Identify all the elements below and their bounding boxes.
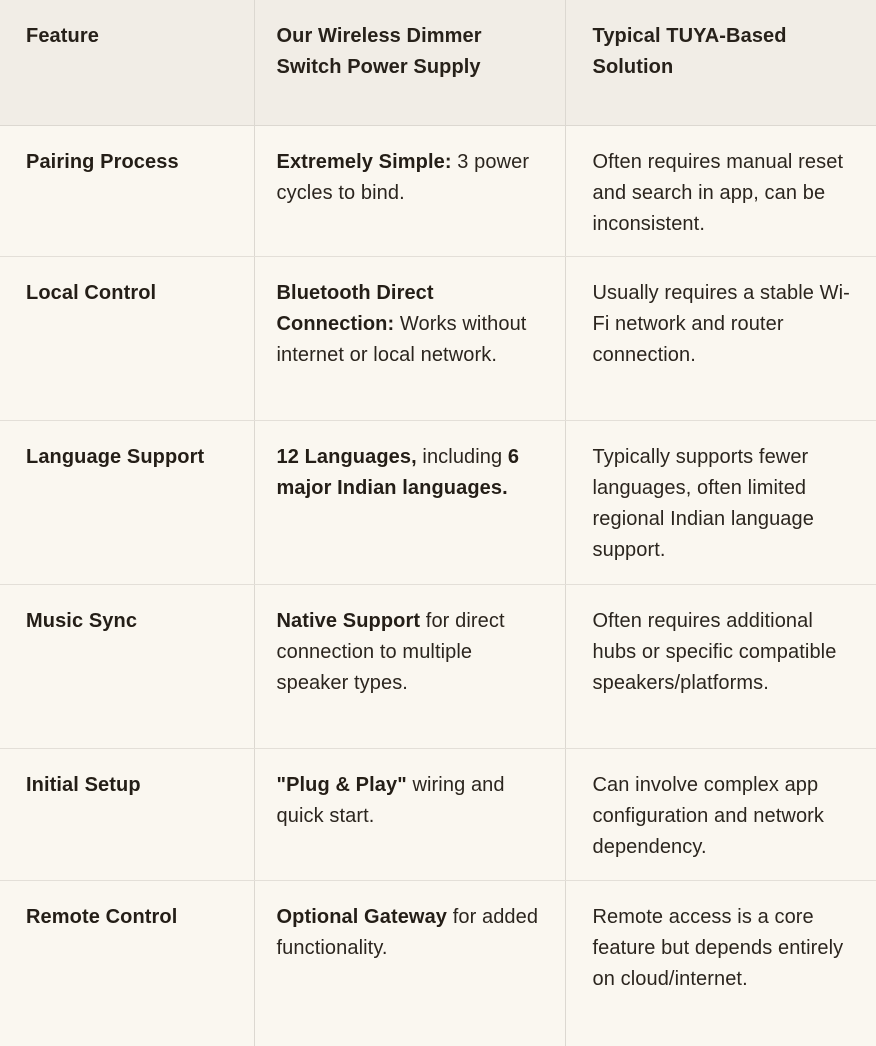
our-solution-text-segment: Bluetooth Direct Connection: [276, 282, 434, 335]
feature-cell [0, 585, 254, 749]
tuya-solution-cell: Can involve complex app configuration and network dependency. [565, 749, 876, 881]
our-solution-text-segment: 6 major Indian languages. [276, 446, 520, 499]
column-header-tuya-solution: Typical TUYA-Based Solution [565, 0, 876, 126]
feature-cell [0, 126, 254, 257]
our-solution-text-segment: Extremely Simple: [276, 151, 452, 173]
table-row [0, 421, 876, 585]
table-body [0, 126, 876, 1046]
tuya-solution-cell: Remote access is a core feature but depends entirely on cloud/​internet. [592, 906, 844, 990]
feature-label: Pairing Process [26, 151, 179, 173]
our-solution-text-segment: for direct connection to multiple speaker types. [276, 610, 505, 694]
our-solution-text-segment: 3 power cycles to bind. [276, 151, 530, 204]
our-solution-cell [254, 585, 565, 749]
feature-label: Initial Setup [26, 774, 141, 796]
our-solution-text-segment: Optional Gateway [276, 906, 448, 928]
our-solution-cell [254, 126, 565, 257]
table-row [0, 126, 876, 257]
table-row [0, 585, 876, 749]
our-solution-text-segment: for added functionality. [276, 906, 539, 959]
our-solution-text-segment: including [416, 446, 508, 468]
our-solution-text-segment: "Plug & Play" [276, 774, 407, 796]
feature-label: Remote Control [26, 906, 178, 928]
our-solution-text-segment: Works without internet or local network. [276, 313, 527, 366]
tuya-solution-cell: Often requires additional hubs or specific compatible speakers/​platforms. [565, 585, 876, 749]
feature-cell [0, 749, 254, 881]
table-row [0, 749, 876, 881]
tuya-solution-cell: Often requires manual reset and search in app, can be inconsistent. [565, 126, 876, 257]
feature-label: Local Control [26, 282, 157, 304]
header-row [0, 0, 876, 126]
tuya-solution-cell: Typically supports fewer languages, often limited regional Indian language support. [565, 421, 876, 585]
our-solution-text-segment: Native Support [276, 610, 421, 632]
feature-label: Music Sync [26, 610, 138, 632]
tuya-solution-cell: Usually requires a stable Wi-Fi network and router connection. [565, 257, 876, 421]
table-row [0, 257, 876, 421]
our-solution-cell [254, 881, 565, 1046]
feature-cell [0, 421, 254, 585]
our-solution-cell [254, 421, 565, 585]
our-solution-text-segment: 12 Languages, [276, 446, 417, 468]
our-solution-cell [254, 257, 565, 421]
our-solution-cell [254, 749, 565, 881]
our-solution-text-segment: wiring and quick start. [276, 774, 505, 827]
column-header-our-solution: Our Wireless Dimmer Switch Power Supply [254, 0, 565, 126]
feature-label: Language Support [26, 446, 205, 468]
feature-cell [0, 881, 254, 1046]
table-row [0, 881, 876, 1046]
column-header-feature: Feature [0, 0, 254, 126]
feature-cell [0, 257, 254, 421]
